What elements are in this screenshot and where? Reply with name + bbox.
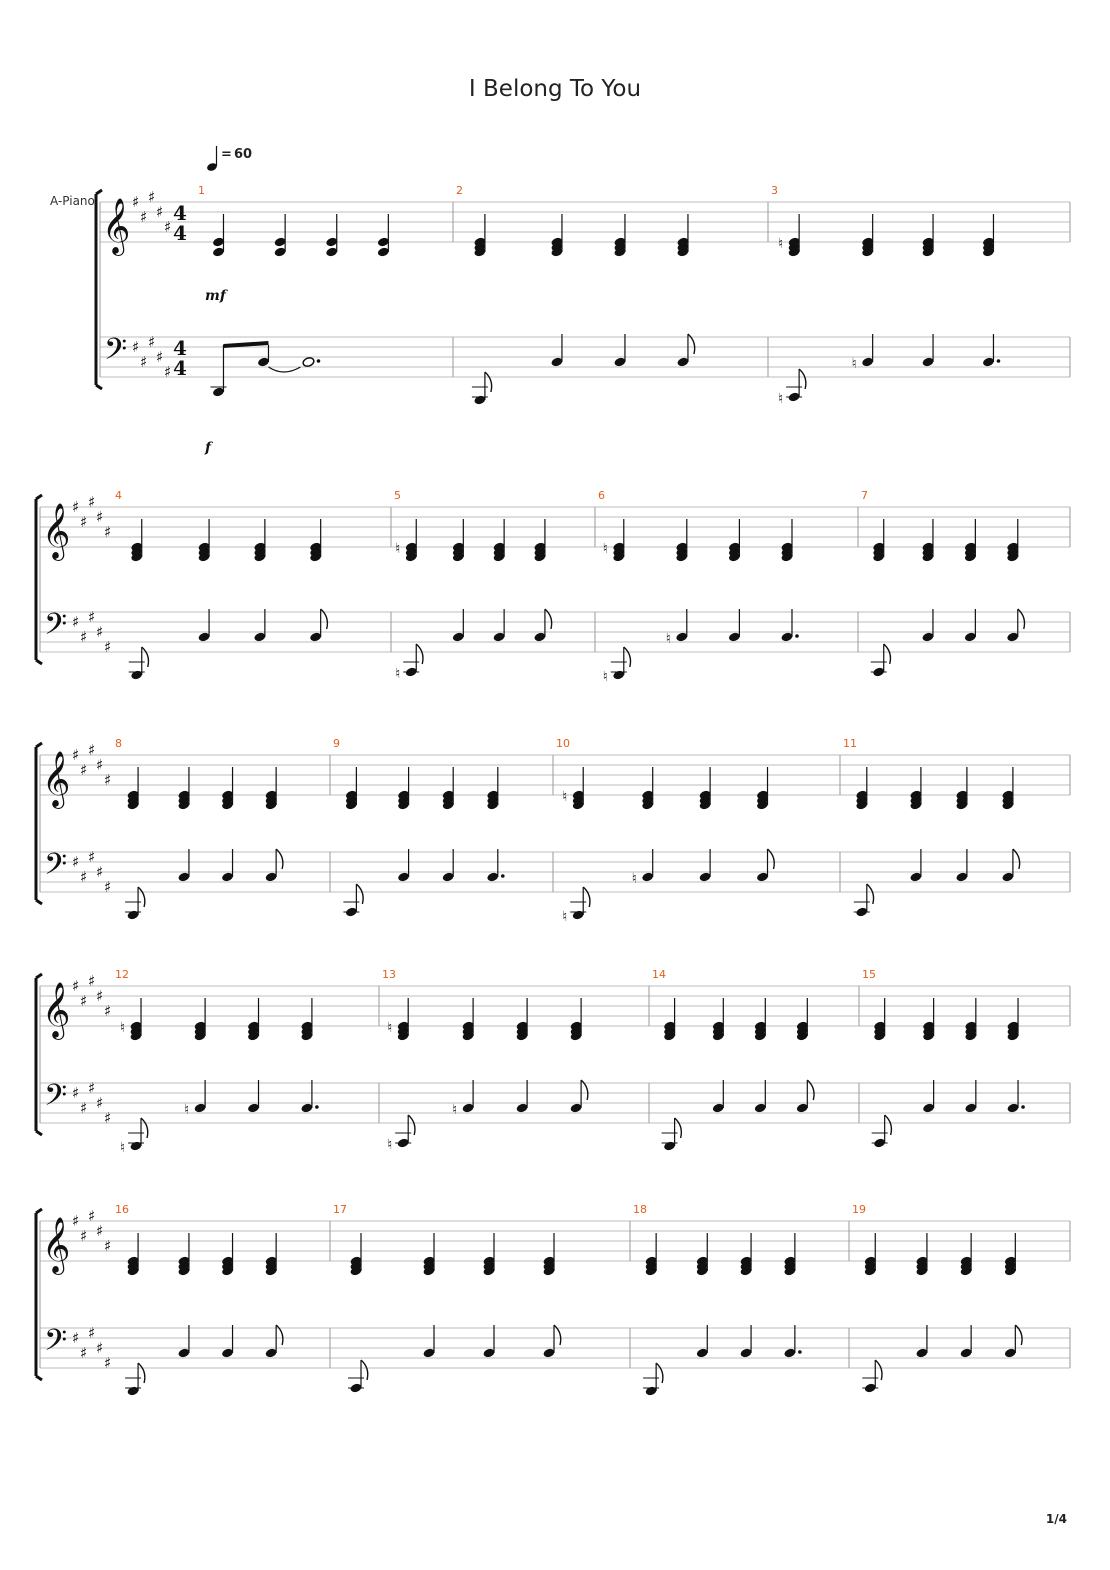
bass-key-sharp-icon: ♯ [96,623,104,641]
dot [1021,1105,1025,1109]
treble-key-sharp-icon: ♯ [104,1237,112,1255]
treble-clef-icon: 𝄞 [102,198,131,254]
eighth-flag [583,887,590,907]
measure-number: 2 [456,184,463,197]
system-3 [36,737,1070,925]
treble-key-sharp-icon: ♯ [96,756,104,774]
treble-key-sharp-icon: ♯ [104,771,112,789]
eighth-flag [356,884,363,904]
treble-key-sharp-icon: ♯ [96,1222,104,1240]
eighth-flag [624,647,631,667]
bass-key-sharp-icon: ♯ [80,628,88,646]
bass-key-sharp-icon: ♯ [88,1079,96,1097]
natural-icon: ♮ [184,1102,190,1118]
bass-clef-icon: 𝄢 [104,333,128,374]
eighth-flag [867,884,874,904]
eighth-flag [142,647,149,667]
bass-key-sharp-icon: ♯ [140,353,148,371]
treble-key-sharp-icon: ♯ [80,992,88,1010]
natural-icon: ♮ [602,541,608,557]
measure-19 [852,1203,1022,1394]
treble-key-sharp-icon: ♯ [164,218,172,236]
eighth-flag [138,1363,145,1383]
eighth-flag [408,1115,415,1135]
system-2 [36,489,1070,685]
measure-2 [456,184,695,406]
bass-clef-icon: 𝄢 [44,1324,68,1365]
measure-number: 15 [862,968,876,981]
measure-3 [771,184,1000,407]
treble-key-sharp-icon: ♯ [156,203,164,221]
measure-number: 17 [333,1203,347,1216]
bass-clef-icon: 𝄢 [44,608,68,649]
natural-icon: ♮ [120,1140,126,1156]
treble-key-sharp-icon: ♯ [72,1212,80,1230]
natural-icon: ♮ [562,789,568,805]
dot [501,874,505,878]
bass-key-sharp-icon: ♯ [96,1339,104,1357]
measure-1 [198,184,390,398]
dot [798,1350,802,1354]
treble-key-sharp-icon: ♯ [104,1002,112,1020]
score-title: I Belong To You [468,76,642,102]
eighth-flag [799,369,806,389]
measure-9 [333,737,505,918]
treble-key-sharp-icon: ♯ [72,498,80,516]
treble-clef-icon: 𝄞 [42,982,71,1038]
treble-key-sharp-icon: ♯ [72,746,80,764]
treble-key-sharp-icon: ♯ [80,1227,88,1245]
measure-17 [333,1203,561,1394]
natural-icon: ♮ [778,391,784,407]
bass-key-sharp-icon: ♯ [88,1324,96,1342]
systems [36,184,1070,1397]
treble-key-sharp-icon: ♯ [140,208,148,226]
eighth-flag [141,1118,148,1138]
bass-key-sharp-icon: ♯ [80,1099,88,1117]
bass-clef-icon: 𝄢 [44,1079,68,1120]
measure-6 [598,489,799,685]
measure-number: 8 [115,737,122,750]
natural-icon: ♮ [631,871,637,887]
treble-key-sharp-icon: ♯ [72,977,80,995]
bass-key-sharp-icon: ♯ [80,868,88,886]
system-5 [36,1203,1070,1397]
measure-number: 19 [852,1203,866,1216]
eighth-flag [656,1363,663,1383]
treble-key-sharp-icon: ♯ [96,508,104,526]
natural-icon: ♮ [602,669,608,685]
bass-key-sharp-icon: ♯ [72,853,80,871]
bass-key-sharp-icon: ♯ [96,863,104,881]
natural-icon: ♮ [387,1137,393,1153]
dynamic-mf: mf [205,288,226,304]
bass-key-sharp-icon: ♯ [132,338,140,356]
eighth-flag [416,644,423,664]
bass-key-sharp-icon: ♯ [164,363,172,381]
measure-number: 5 [394,489,401,502]
treble-time-sig-top: 4 [173,201,187,225]
eighth-flag [875,1360,882,1380]
natural-icon: ♮ [395,541,401,557]
system-1 [96,184,1070,456]
natural-icon: ♮ [562,909,568,925]
treble-key-sharp-icon: ♯ [88,1207,96,1225]
measure-number: 18 [633,1203,647,1216]
instrument-label: A-Piano [50,194,95,208]
measure-15 [862,968,1025,1149]
treble-key-sharp-icon: ♯ [132,193,140,211]
measure-11 [843,737,1020,918]
treble-key-sharp-icon: ♯ [80,761,88,779]
measure-number: 16 [115,1203,129,1216]
natural-icon: ♮ [387,1020,393,1036]
bass-key-sharp-icon: ♯ [148,333,156,351]
bass-key-sharp-icon: ♯ [104,638,112,656]
tempo-value: 60 [234,147,253,162]
tempo-marking [206,146,252,172]
bass-time-sig-top: 4 [173,336,187,360]
dot [315,1105,319,1109]
treble-key-sharp-icon: ♯ [104,523,112,541]
bass-key-sharp-icon: ♯ [72,613,80,631]
treble-key-sharp-icon: ♯ [148,188,156,206]
treble-key-sharp-icon: ♯ [96,987,104,1005]
page-number: 1/4 [1045,1512,1067,1526]
measure-5 [394,489,552,682]
treble-key-sharp-icon: ♯ [80,513,88,531]
natural-icon: ♮ [851,356,857,372]
bass-key-sharp-icon: ♯ [88,608,96,626]
treble-clef-icon: 𝄞 [42,751,71,807]
measure-number: 11 [843,737,857,750]
treble-key-sharp-icon: ♯ [88,741,96,759]
eighth-flag [485,372,492,392]
measure-number: 13 [382,968,396,981]
bass-key-sharp-icon: ♯ [156,348,164,366]
natural-icon: ♮ [395,666,401,682]
treble-clef-icon: 𝄞 [42,1217,71,1273]
eighth-flag [885,1115,892,1135]
treble-clef-icon: 𝄞 [42,503,71,559]
treble-key-sharp-icon: ♯ [88,972,96,990]
bass-key-sharp-icon: ♯ [96,1094,104,1112]
bass-time-sig-bottom: 4 [173,356,187,380]
natural-icon: ♮ [452,1102,458,1118]
measure-number: 10 [556,737,570,750]
bass-key-sharp-icon: ♯ [104,1109,112,1127]
measure-number: 4 [115,489,122,502]
tie [268,367,300,372]
system-4 [36,968,1070,1156]
treble-key-sharp-icon: ♯ [88,493,96,511]
bass-key-sharp-icon: ♯ [104,878,112,896]
bass-key-sharp-icon: ♯ [80,1344,88,1362]
eighth-flag [884,644,891,664]
eighth-flag [138,887,145,907]
natural-icon: ♮ [665,631,671,647]
measure-number: 9 [333,737,340,750]
measure-number: 7 [861,489,868,502]
dot [795,634,799,638]
bass-clef-icon: 𝄢 [44,848,68,889]
measure-number: 1 [198,184,205,197]
measure-number: 6 [598,489,605,502]
notehead [302,356,315,367]
dynamic-f: f [205,440,212,456]
natural-icon: ♮ [778,236,784,252]
measure-number: 14 [652,968,666,981]
natural-icon: ♮ [120,1020,126,1036]
dot [317,359,321,363]
measure-number: 3 [771,184,778,197]
bass-key-sharp-icon: ♯ [88,848,96,866]
treble-time-sig-bottom: 4 [173,221,187,245]
bass-key-sharp-icon: ♯ [72,1084,80,1102]
beam [223,343,268,346]
dot [997,359,1001,363]
bass-key-sharp-icon: ♯ [104,1354,112,1372]
tempo-equals: = [221,147,232,162]
bass-key-sharp-icon: ♯ [72,1329,80,1347]
measure-number: 12 [115,968,129,981]
eighth-flag [675,1118,682,1138]
eighth-flag [361,1360,368,1380]
